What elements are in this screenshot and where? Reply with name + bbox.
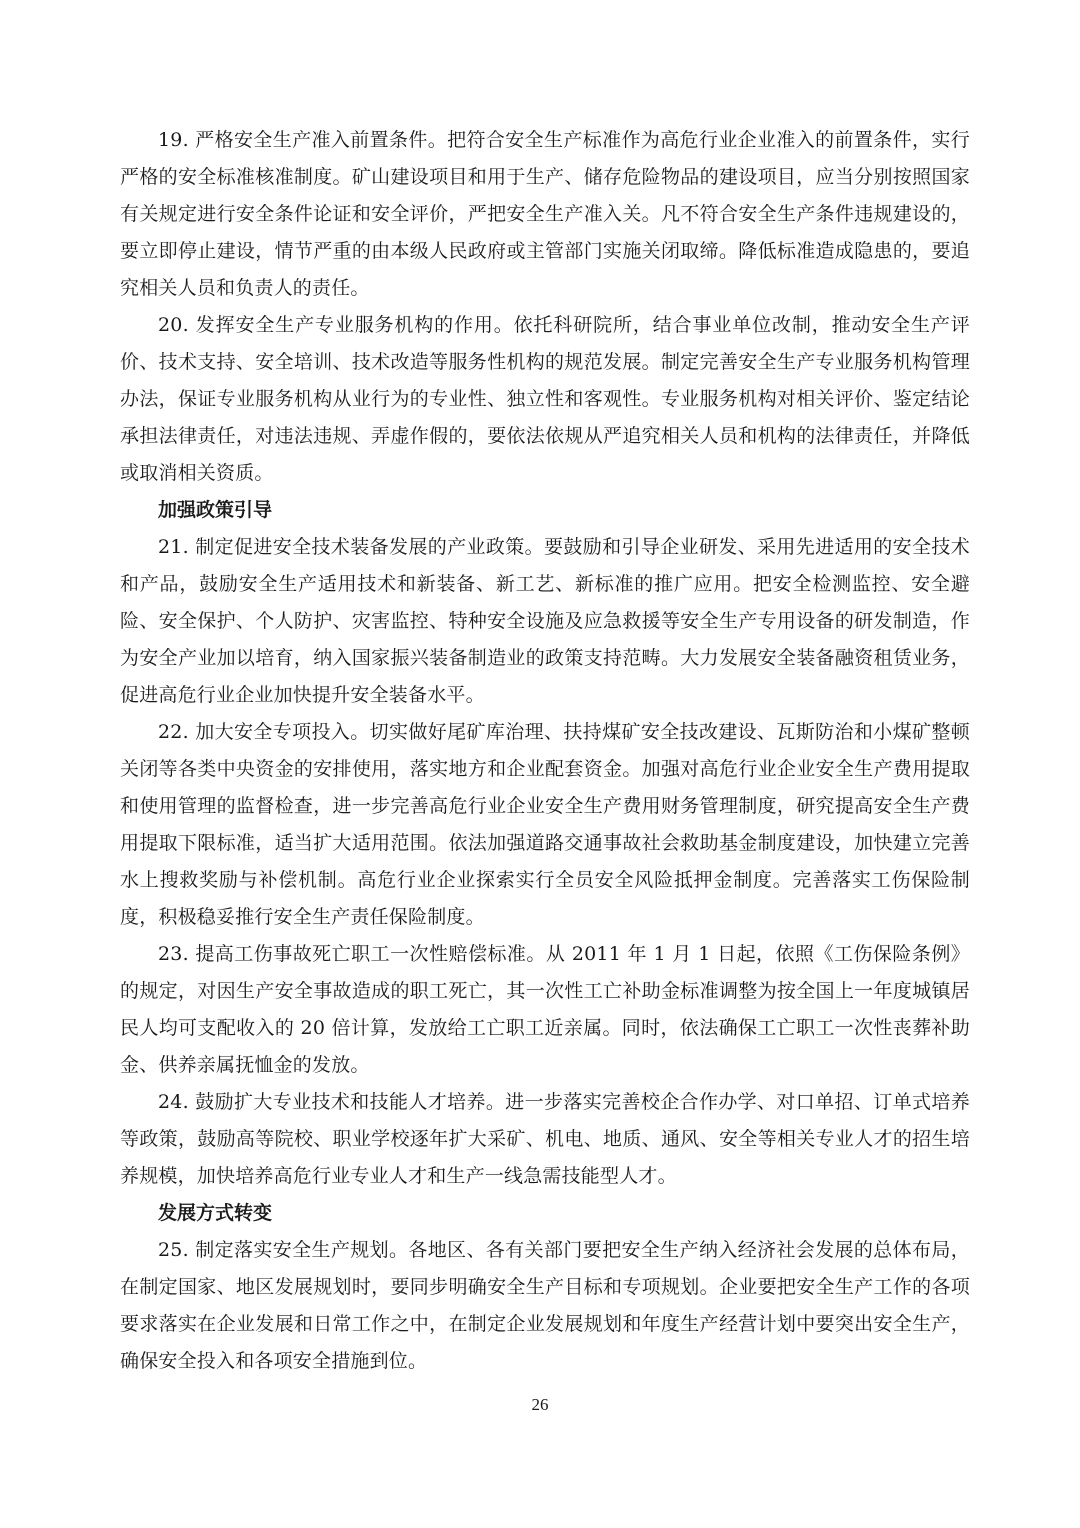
section-heading-development-mode: 发展方式转变 — [158, 1202, 273, 1224]
paragraph-20: 20. 发挥安全生产专业服务机构的作用。依托科研院所，结合事业单位改制，推动安全生产评价、技术支持、安全培训、技术改造等服务性机构的规范发展。制定完善安全生产专业服务机构管理办法，保证专业服务机构从业行为的专业性、独立性和客观性。专业服务机构对相关评价、鉴定结论承担法律责任，对违法违规、弄虚作假的，要依法依规从严追究相关人员和机构的法律责任，并降低或取消相关资质。 — [120, 314, 970, 484]
section-heading-policy-guidance: 加强政策引导 — [158, 499, 273, 521]
page-number: 26 — [531, 1395, 549, 1414]
paragraph-21: 21. 制定促进安全技术装备发展的产业政策。要鼓励和引导企业研发、采用先进适用的安全技术和产品，鼓励安全生产适用技术和新装备、新工艺、新标准的推广应用。把安全检测监控、安全避险、安全保护、个人防护、灾害监控、特种安全设施及应急救援等安全生产专用设备的研发制造，作为安全产业加以培育，纳入国家振兴装备制造业的政策支持范畴。大力发展安全装备融资租赁业务，促进高危行业企业加快提升安全装备水平。 — [120, 536, 970, 706]
paragraph-25: 25. 制定落实安全生产规划。各地区、各有关部门要把安全生产纳入经济社会发展的总体布局，在制定国家、地区发展规划时，要同步明确安全生产目标和专项规划。企业要把安全生产工作的各项要求落实在企业发展和日常工作之中，在制定企业发展规划和年度生产经营计划中要突出安全生产，确保安全投入和各项安全措施到位。 — [120, 1239, 970, 1372]
paragraph-23: 23. 提高工伤事故死亡职工一次性赔偿标准。从 2011 年 1 月 1 日起，依照《工伤保险条例》的规定，对因生产安全事故造成的职工死亡，其一次性工亡补助金标准调整为按全国上一年度城镇居民人均可支配收入的 20 倍计算，发放给工亡职工近亲属。同时，依法确保工亡职工一次性丧葬补助金、供养亲属抚恤金的发放。 — [120, 943, 970, 1076]
paragraph-22: 22. 加大安全专项投入。切实做好尾矿库治理、扶持煤矿安全技改建设、瓦斯防治和小煤矿整顿关闭等各类中央资金的安排使用，落实地方和企业配套资金。加强对高危行业企业安全生产费用提取和使用管理的监督检查，进一步完善高危行业企业安全生产费用财务管理制度，研究提高安全生产费用提取下限标准，适当扩大适用范围。依法加强道路交通事故社会救助基金制度建设，加快建立完善水上搜救奖励与补偿机制。高危行业企业探索实行全员安全风险抵押金制度。完善落实工伤保险制度，积极稳妥推行安全生产责任保险制度。 — [120, 721, 970, 928]
paragraph-19: 19. 严格安全生产准入前置条件。把符合安全生产标准作为高危行业企业准入的前置条件，实行严格的安全标准核准制度。矿山建设项目和用于生产、储存危险物品的建设项目，应当分别按照国家有关规定进行安全条件论证和安全评价，严把安全生产准入关。凡不符合安全生产条件违规建设的，要立即停止建设，情节严重的由本级人民政府或主管部门实施关闭取缔。降低标准造成隐患的，要追究相关人员和负责人的责任。 — [120, 129, 970, 299]
document-body — [120, 122, 970, 1380]
paragraph-24: 24. 鼓励扩大专业技术和技能人才培养。进一步落实完善校企合作办学、对口单招、订单式培养等政策，鼓励高等院校、职业学校逐年扩大采矿、机电、地质、通风、安全等相关专业人才的招生培养规模，加快培养高危行业专业人才和生产一线急需技能型人才。 — [120, 1091, 970, 1187]
